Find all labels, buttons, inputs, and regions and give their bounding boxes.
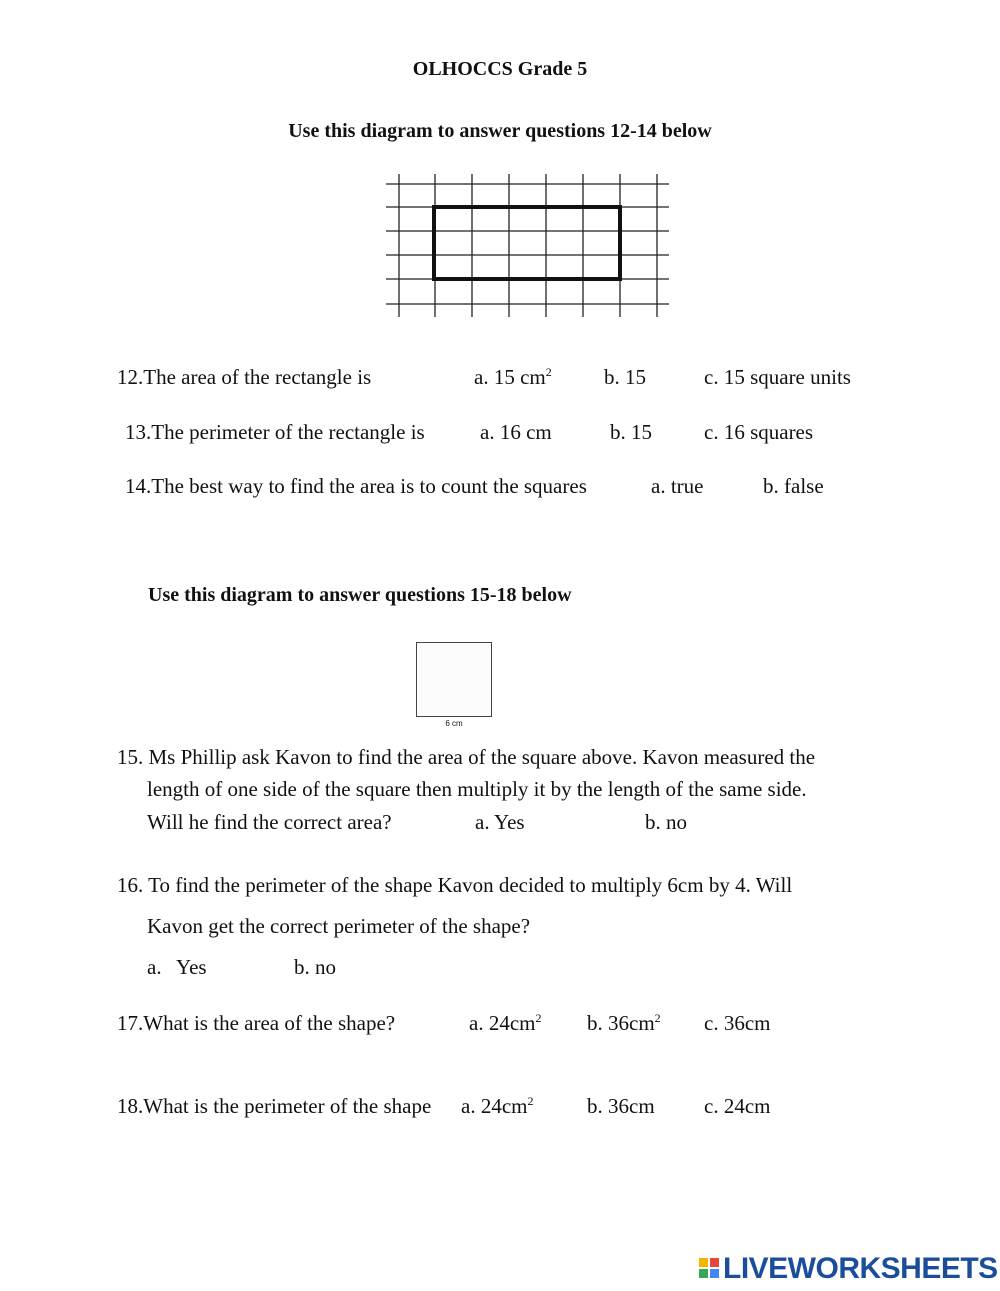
question-16-line-1: 16. To find the perimeter of the shape Kavon decided to multiply 6cm by 4. Will bbox=[117, 873, 793, 897]
question-15-line-2: length of one side of the square then multiply it by the length of the same side. bbox=[147, 777, 807, 801]
q14-option-a[interactable]: a. true bbox=[651, 474, 704, 498]
q13-option-c[interactable]: c. 16 squares bbox=[704, 420, 814, 444]
liveworksheets-logo-icon bbox=[699, 1258, 719, 1278]
question-14: 14.The best way to find the area is to count the squares bbox=[125, 474, 587, 498]
q17-option-c[interactable]: c. 36cm bbox=[704, 1011, 771, 1035]
question-12: 12.The area of the rectangle is bbox=[117, 365, 372, 389]
grid-rectangle-diagram bbox=[386, 174, 671, 319]
square-side-label: 6 cm bbox=[445, 719, 463, 728]
q18-option-c[interactable]: c. 24cm bbox=[704, 1094, 771, 1118]
q16-option-a-letter: a. bbox=[147, 955, 162, 979]
question-13: 13.The perimeter of the rectangle is bbox=[125, 420, 425, 444]
q17-option-b[interactable]: b. $36cm^2$ bbox=[587, 1011, 661, 1035]
q14-option-b[interactable]: b. false bbox=[763, 474, 824, 498]
q12-option-c[interactable]: c. 15 square units bbox=[704, 365, 851, 389]
rectangle-shape bbox=[434, 207, 620, 279]
q17-option-a[interactable]: a. $24cm^2$ bbox=[469, 1011, 542, 1035]
q13-option-a[interactable]: a. 16 cm bbox=[480, 420, 552, 444]
question-16-line-2: Kavon get the correct perimeter of the shape? bbox=[147, 914, 531, 938]
q16-option-b[interactable]: b. no bbox=[294, 955, 336, 979]
q18-option-b[interactable]: b. 36cm bbox=[587, 1094, 655, 1118]
question-15-line-1: 15. Ms Phillip ask Kavon to find the area of the square above. Kavon measured the bbox=[117, 745, 816, 769]
q15-option-a[interactable]: a. Yes bbox=[475, 810, 525, 834]
question-18: 18.What is the perimeter of the shape bbox=[117, 1094, 432, 1118]
question-17: 17.What is the area of the shape? bbox=[117, 1011, 396, 1035]
q16-option-a[interactable]: Yes bbox=[176, 955, 207, 979]
q15-option-b[interactable]: b. no bbox=[645, 810, 687, 834]
q18-option-a[interactable]: a. $24cm^2$ bbox=[461, 1094, 534, 1118]
q12-option-b[interactable]: b. 15 bbox=[604, 365, 646, 389]
instruction-questions-15-18: Use this diagram to answer questions 15-18 below bbox=[148, 584, 572, 606]
worksheet-title: OLHOCCS Grade 5 bbox=[412, 58, 588, 80]
q12-option-a[interactable]: a. 15 $cm^2$ bbox=[474, 365, 552, 389]
square-shape bbox=[416, 642, 492, 717]
question-15-line-3: Will he find the correct area? bbox=[147, 810, 392, 834]
q13-option-b[interactable]: b. 15 bbox=[610, 420, 652, 444]
liveworksheets-logo: LIVEWORKSHEETS bbox=[723, 1252, 998, 1285]
instruction-questions-12-14: Use this diagram to answer questions 12-14 below bbox=[288, 120, 712, 142]
